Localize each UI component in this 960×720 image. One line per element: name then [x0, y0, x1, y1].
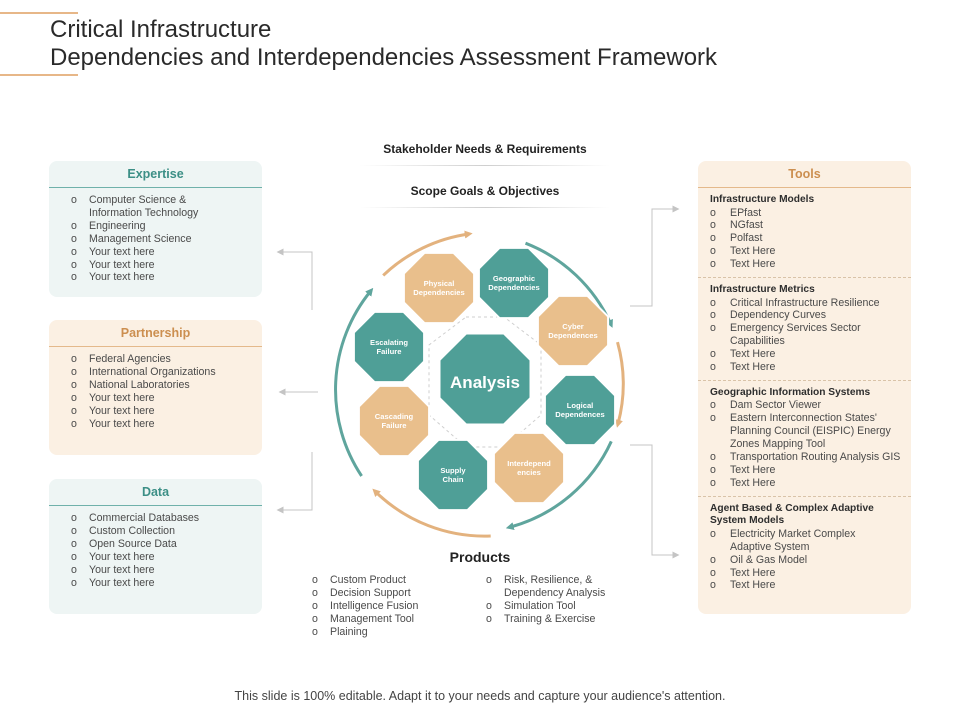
list-item: o Your text here: [71, 392, 254, 405]
node-label: Geographic Dependencies: [488, 274, 540, 292]
products-right-column: [486, 574, 646, 626]
connector-tools-top: [630, 209, 676, 306]
expertise-title: Expertise: [49, 161, 262, 188]
cycle-arc-right: [618, 342, 624, 424]
list-item: o Decision Support: [312, 587, 472, 600]
node-label: Supply Chain: [440, 466, 466, 484]
list-item: o Plaining: [312, 626, 472, 639]
title-line-1: Critical Infrastructure: [50, 16, 272, 43]
list-item: o Polfast: [710, 232, 903, 245]
list-item: o Text Here: [710, 258, 903, 271]
list-item: o Your text here: [71, 405, 254, 418]
list-item: o Text Here: [710, 245, 903, 258]
node-label: Cyber Dependences: [548, 322, 598, 340]
list-item: o Text Here: [710, 477, 903, 490]
interdependencies-node: [494, 433, 564, 503]
connector-data: [280, 452, 312, 510]
connector-tools-bottom: [630, 445, 676, 555]
list-item: o Management Science: [71, 233, 254, 246]
node-label: Cascading Failure: [374, 412, 414, 430]
list-item: o EPfast: [710, 207, 903, 220]
footer-note: This slide is 100% editable. Adapt it to your needs and capture your audience's attention.: [234, 689, 726, 703]
list-item: o Intelligence Fusion: [312, 600, 472, 613]
list-item: o Your text here: [71, 246, 254, 259]
list-item: o Text Here: [710, 361, 903, 374]
partnership-title: Partnership: [49, 320, 262, 347]
list-item: o Electricity Market Complex Adaptive System: [710, 528, 903, 554]
list-item: o International Organizations: [71, 366, 254, 379]
tools-section-heading: Agent Based & Complex Adaptive System Models: [710, 502, 874, 527]
list-item: o Emergency Services Sector Capabilities: [710, 322, 903, 348]
scope-label: Scope Goals & Objectives: [410, 184, 560, 198]
list-item: o Text Here: [710, 579, 903, 592]
list-item: o National Laboratories: [71, 379, 254, 392]
list-item: o Oil & Gas Model: [710, 554, 903, 567]
list-item: o Your text here: [71, 577, 254, 590]
node-label: Logical Dependences: [555, 401, 605, 419]
data-title: Data: [49, 479, 262, 506]
list-item: o Custom Product: [312, 574, 472, 587]
analysis-label: Analysis: [450, 373, 520, 392]
geographic-dependencies-node: [479, 248, 549, 318]
node-label: Escalating Failure: [370, 338, 408, 356]
list-item: o Federal Agencies: [71, 353, 254, 366]
list-item: o Text Here: [710, 567, 903, 580]
products-left-list: [312, 574, 472, 639]
products-left-column: [312, 574, 472, 639]
list-item: o Your text here: [71, 564, 254, 577]
list-item: o Risk, Resilience, & Dependency Analysis: [486, 574, 646, 600]
cycle-arc-left: [336, 291, 371, 476]
list-item: o Open Source Data: [71, 538, 254, 551]
tools-title: Tools: [698, 161, 911, 188]
supply-chain-node: [418, 440, 488, 510]
tools-section-heading: Infrastructure Models: [710, 194, 815, 205]
list-item: o Custom Collection: [71, 525, 254, 538]
physical-dependencies-node: [404, 253, 474, 323]
list-item: o NGfast: [710, 219, 903, 232]
list-item: o Text Here: [710, 464, 903, 477]
cascading-failure-node: [359, 386, 429, 456]
tools-section-heading: Geographic Information Systems: [710, 386, 871, 398]
list-item: o Your text here: [71, 418, 254, 431]
tools-section-heading: Infrastructure Metrics: [710, 284, 815, 296]
stakeholder-label: Stakeholder Needs & Requirements: [383, 142, 587, 156]
list-item: o Text Here: [710, 348, 903, 361]
list-item: o Critical Infrastructure Resilience: [710, 297, 903, 310]
list-item: o Training & Exercise: [486, 613, 646, 626]
list-item: o Commercial Databases: [71, 512, 254, 525]
list-item: o Management Tool: [312, 613, 472, 626]
cyber-dependences-node: [538, 296, 608, 366]
list-item: o Your text here: [71, 259, 254, 272]
node-label: Interdepend encies: [507, 459, 551, 477]
list-item: o Dam Sector Viewer: [710, 399, 903, 412]
list-item: o Your text here: [71, 271, 254, 284]
title-line-2: Dependencies and Interdependencies Assessment Framework: [50, 44, 718, 71]
list-item: o Dependency Curves: [710, 309, 903, 322]
list-item: o Your text here: [71, 551, 254, 564]
list-item: o Engineering: [71, 220, 254, 233]
list-item: o Eastern Interconnection States' Planning Council (EISPIC) Energy Zones Mapping Tool: [710, 412, 903, 451]
products-title: Products: [449, 549, 511, 565]
connector-expertise: [280, 252, 312, 310]
escalating-failure-node: [354, 312, 424, 382]
list-item: o Simulation Tool: [486, 600, 646, 613]
list-item: o Transportation Routing Analysis GIS: [710, 451, 903, 464]
products-right-list: [486, 574, 646, 626]
logical-dependences-node: [545, 375, 615, 445]
node-label: Physical Dependencies: [413, 279, 465, 297]
list-item: o Computer Science & Information Technology: [71, 194, 254, 220]
analysis-node: [440, 334, 531, 425]
